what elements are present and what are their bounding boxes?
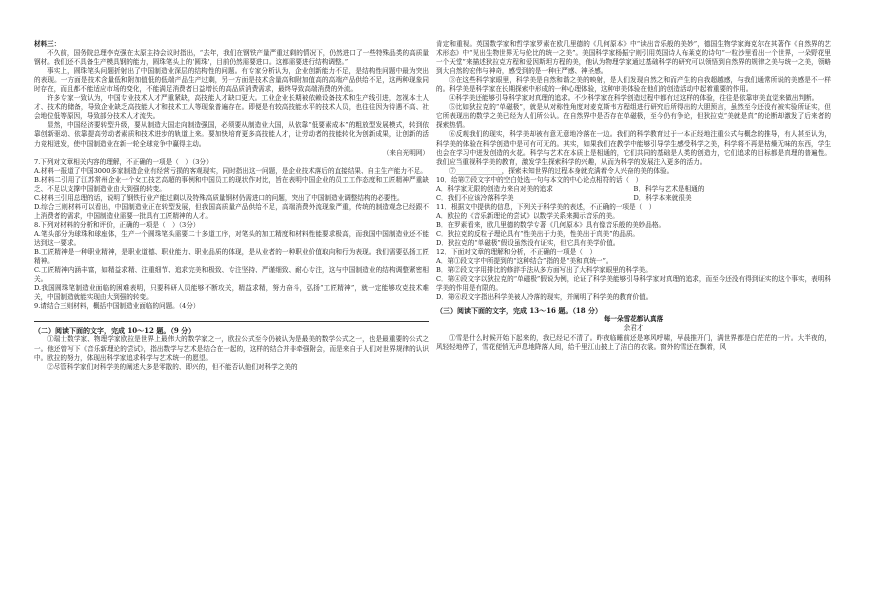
- section2-para: ②尽管科学家们对科学美的阐述大多是零散的、即兴的，但不能否认他们对科学之美的: [47, 362, 298, 371]
- article-para: 肯定和重视。英国数学家和哲学家罗素在欧几里德的《几何原本》中“读出音乐般的美妙”，德国生物学家海克尔在其著作《自然界的艺术形态》中“见出生物世界无与伦比的统一之美”。美国科学家杨振宁则引用英国诗人布莱克的诗句“一粒沙里看出一个世界，一朵野花里一个天堂”来描述狄拉克方程和爱因斯坦方程的美，他认为物理学家通过基础科学的研究可以领悟到自然界的规律之美与统一之美，领略到大自然的宏伟与神奇，感受到的是一种庄严感、神圣感。: [436, 40, 831, 76]
- q11-stem: 11．根据文中提供的信息，下列关于科学美的表述，不正确的一项是（ ）: [436, 202, 656, 211]
- q10-option: A．科学家无限的创造力来自对美的追求: [436, 184, 553, 193]
- section2-para: ①瑞士数学家、物理学家欧拉是世界上最伟大的数学家之一，欧拉公式至今仍被认为是最美的数学公式之一，也是最重要的公式之一。他还曾写下《音乐新理论的尝试》，指出数学与艺术是结合在一起的，这样的结合并非牵强附会，而是来自于人们对世界规律的认识中。欧拉的努力，体现出科学家追求科学与艺术统一的愿望。: [34, 335, 429, 362]
- q10-option: D．科学本来就很美: [633, 193, 692, 202]
- q12-option: B．第②段文字用排比的修辞手法从多方面写出了大科学家眼里的科学美。: [436, 266, 652, 275]
- q8-option: C.工匠精神内涵丰富，如精益求精、注重细节、追求完美和极致、专注坚持、严谨细致、耐心专注，这与中国制造业的结构调整紧密相关。: [34, 266, 429, 284]
- q7-stem: 7.下列对文章相关内容的理解，不正确的一项是（ ）（3分）: [34, 157, 213, 166]
- article-para: ⑤比如狄拉克的“单磁极”，就是从对称性角度对麦克斯韦方程组进行研究后所得出的大胆预言，虽然至今还没有被实验所证实，但它所表现出的数学之美已经为人们所公认。在自然界中是否存在单磁极，至今仍有争论，但狄拉克“美就是真”的论断却激发了后来者的探索热情。: [436, 103, 831, 130]
- q10-options-row: [436, 185, 831, 194]
- article-para: ①雪是什么时候开始下起来的，我已经记不清了。昨夜临睡前还是寒风呼啸，早晨推开门，满世界都是白茫茫的一片。大半夜的，风轻轻地停了，雪花便悄无声息地降落人间，给千里江山披上了洁白的衣裳。窗外的雪还在飘着，风: [436, 333, 831, 351]
- q12-option: A．第①段文字中所提到的“这种结合”指的是“美和真统一”。: [436, 257, 613, 266]
- material-source: （来自光明网）: [382, 148, 429, 157]
- section-divider: [34, 321, 429, 322]
- material-title: 材料三：: [34, 40, 61, 48]
- q10-stem: 10．给第⑦段文字中的空白处选一句与本文的中心论点相符的话（ ）: [436, 175, 643, 184]
- article-para: ③在这些科学家眼里，科学美是自然和谐之美的映射，是人们发现自然之和而产生的自我超越感，与我们通常所说的美感是不一样的。科学美是科学家在长期探索中形成的一种心理体验，这种审美体验在他们的创造活动中起着重要的作用。: [436, 76, 831, 94]
- q11-option: D．狄拉克的“单磁极”假设虽然没有证实，但它具有美学价值。: [436, 239, 620, 248]
- q11-option: C．狄拉克的反粒子理论具有“性美出于力美，性美出于真美”的品质。: [436, 229, 640, 238]
- article-author: 余君才: [623, 324, 644, 333]
- q12-option: C．第④段文字以狄拉克的“单磁极”假说为例，论证了科学美能够引导科学家对真理的追求，而至今还没有得到证实的这个事实，表明科学美的作用是有限的。: [436, 275, 831, 293]
- q7-option: D.综合三则材料可以看出，中国制造业正在转型发展，但我国高质量产品供给不足，高端消费外流现象严重，传统的制造观念已经跟不上消费者的需求，中国制造业需要一批具有工匠精神的人才。: [34, 202, 429, 220]
- q11-option: B．在罗素看来，欧几里德的数学专著《几何原本》具有像音乐般的美妙品格。: [436, 220, 666, 229]
- q7-option: B.材料二引用了江苏常州企业一个女工技艺高超的事例和中国员工的现状作对比，旨在表明中国企业的员工工作态度和工匠精神严重缺乏、不足以支撑中国制造业由大到强的转变。: [34, 175, 429, 193]
- q10-options-row: [436, 194, 831, 203]
- q8-stem: 8.下列对材料的分析和评价，正确的一项是（ ）（3分）: [34, 220, 200, 229]
- q8-option: D.我国圆珠笔制造业面临的困难表明，只要科研人员能够不断攻关，精益求精，努力奋斗，弘扬“工匠精神”，就一定能够攻克技术难关，中国制造就能实现由大到强的转变。: [34, 284, 429, 302]
- material-para: 许多专家一致认为，中国专业技术人才严重紧缺，高技能人才缺口更大。工业企业长期被依赖设备技术和生产线引进，忽视本土人才、技术的储备，导致企业缺乏高技能人才和技术工人等现象普遍存在。即便是有较高技能水平的技术人员，也往往因为待遇不高、社会地位低等原因，导致部分技术人才流失。: [34, 94, 429, 121]
- article-title: 每一朵雪花都认真落: [603, 315, 664, 324]
- material-para: 不久前，国务院总理李克强在太原主持会议时指出，“去年，我们在钢铁产量严重过剩的情况下，仍然进口了一些特殊品类的高质量钢材。我们还不具备生产模具钢的能力，圆珠笔头上的‘圆珠’，目前仍然需要进口。这都需要进行结构调整。”: [34, 49, 429, 67]
- article-para: ⑦______________，探索未知世界的过程本身就充满着令人兴奋的美的体验。: [449, 166, 674, 175]
- right-column: [436, 40, 831, 352]
- q10-option: B．科学与艺术是相通的: [633, 184, 705, 193]
- material-para: 显然，中国经济要转型升级，要从制造大国走向制造强国，必须要从制造业大国，从依靠“低要素成本”的粗放型发展模式，转到依靠创新驱动、依靠提高劳动者素质和技术进步的轨道上来。要加快培育更多高技能人才，让劳动者的技能转化为创新成果，让创新的活力竞相迸发，使中国制造业在新一轮全球竞争中赢得主动。: [34, 121, 429, 148]
- q12-option: D．第⑥段文字指出科学美被人冷落的现实，并阐明了科学美的教育价值。: [436, 293, 653, 302]
- left-column: [34, 40, 429, 372]
- q8-option: B.工匠精神是一种职业精神，是职业道德、职业能力、职业品质的体现，是从业者的一种职业价值取向和行为表现。我们需要弘扬工匠精神。: [34, 248, 429, 266]
- material-para: 事实上，圆珠笔头问题折射出了中国制造业深层的结构性的问题。有专家分析认为，企业创新能力不足，是结构性问题中最为突出的表现。一方面是技术含量低和附加值低的低端产品生产过剩，另一方面是技术含量高和附加值高的高端产品供给不足，这两种现象同时存在，而且都不能适应市场的变化，不能满足消费者日益增长的高品质消费需求，最终导致高端消费的外流。: [34, 67, 429, 94]
- q10-option: C．我们不应该冷落科学美: [436, 193, 514, 202]
- article-para: ④科学美还能够引导科学家对真理的追求。不少科学家在科学创造过程中都有过这样的体验，往往是依靠审美直觉来做出判断。: [449, 94, 819, 103]
- article-para: ⑥反观我们的现实，科学美却被有意无意地冷落在一边。我们的科学教育过于一本正经地注重公式与概念的推导，有人甚至认为，科学美的体验在科学创造中是可有可无的。其实，如果我们在教学中能够引导学生感受科学之美，科学将不再是枯燥无味的东西，学生也会在学习中迸发创造的火花。科学与艺术在本质上是相通的，它们共同的基础是人类的创造力，它们追求的目标都是真理的普遍性。我们应当重视科学美的教育，激发学生探索科学的兴趣，从而为科学的发展注入更多的活力。: [436, 130, 831, 166]
- section2-title: （二）阅读下面的文字，完成 10～12 题。（9 分）: [34, 326, 196, 336]
- q12-stem: 12．下面对文章的理解和分析，不正确的一项是（ ）: [436, 248, 597, 257]
- q11-option: A．欧拉的《音乐新理论的尝试》以数学关系来揭示音乐的美。: [436, 211, 619, 220]
- q8-option: A.笔头部分为球珠和球座体，生产一个圆珠笔头需要二十多道工序，对笔头的加工精度和材料性能要求极高，而我国中国制造业还不能达到这一要求。: [34, 229, 429, 248]
- section3-title: （三）阅读下面的文字，完成 13～16 题。（18 分）: [436, 306, 603, 316]
- q7-option: A.材料一报道了中国3000多家制造企业有经营亏损的客观现实，同时指出这一问题，是企业技术落后的直接结果、自主生产能力不足。: [34, 166, 427, 175]
- q7-option: C.材料三引用总理的话，说明了钢铁行业产能过剩以及特殊高质量钢材仍需进口的问题，突出了中国制造业调整结构的必要性。: [34, 193, 404, 202]
- q9-stem: 9.请结合三则材料，概括中国制造业面临的问题。（4分）: [34, 302, 200, 311]
